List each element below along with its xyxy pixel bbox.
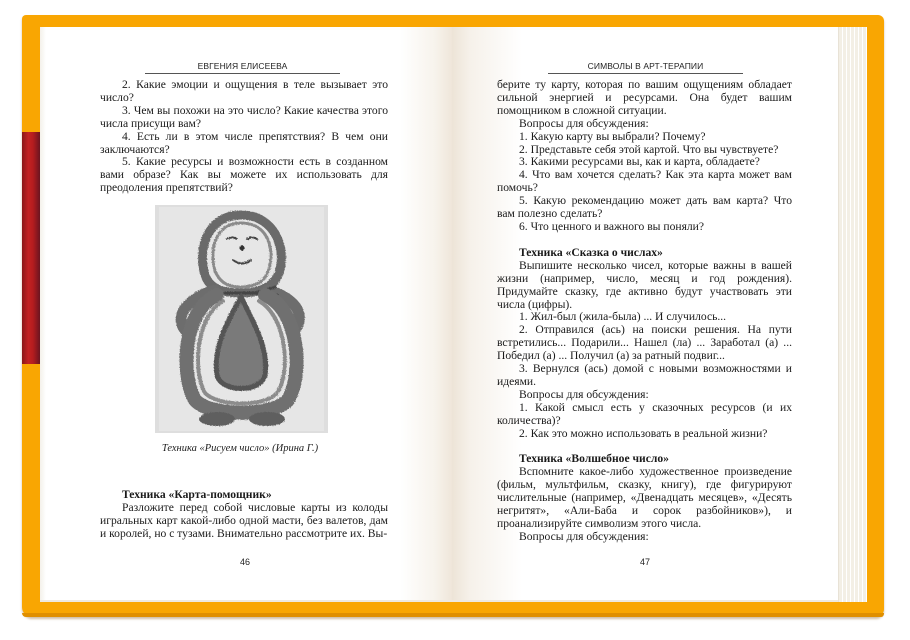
question-item: 2. Как это можно использовать в реальной жизни? [519, 426, 768, 440]
drawing-figure [155, 205, 328, 433]
step-item: 3. Вернулся (ась) домой с новыми возможностями и идеями. [497, 362, 792, 388]
page-number-left: 46 [239, 557, 250, 567]
paragraph: 3. Чем вы похожи на это число? Какие качества этого числа присущи вам? [100, 103, 388, 130]
question-item: 5. Какую рекомендацию может дать вам карта? Что вам полезно сделать? [497, 194, 792, 221]
hooded-figure-drawing [155, 205, 328, 433]
paragraph: Вспомните какое-либо художественное произведение (фильм, мультфильм, сказку, книгу), где фигурируют числительные (например, «Двенадцать месяцев», «Десять негритят», «Али-Баба и сорок разбойников»), и проанализируйте символизм этого числа. [497, 465, 792, 530]
section-heading: Техника «Волшебное число» [519, 452, 669, 466]
question-item: 1. Какой смысл есть у сказочных ресурсов (и их количества)? [497, 400, 792, 427]
bookmark-ribbon [22, 132, 40, 364]
left-top-text [100, 79, 388, 195]
paragraph: Разложите перед собой числовые карты из колоды игральных карт какой-либо одной масти, без валетов, дам и королей, но с тузами. Внимательно рассмотрите их. Вы- [100, 500, 388, 540]
left-bottom-text [100, 489, 388, 541]
step-item: 2. Отправился (ась) на поиски решения. На пути встретились... Подарили... Нашел (ла) ... Заработал (а) ... Победил (а) ... Получил (а) за ратный подвиг... [497, 323, 792, 363]
paragraph: 5. Какие ресурсы и возможности есть в созданном вами образе? Как вы можете их использовать для преодоления препятствий? [100, 155, 388, 195]
paragraph: 4. Есть ли в этом числе препятствия? В чем они заключаются? [100, 129, 388, 156]
section-heading: Техника «Сказка о числах» [519, 245, 663, 259]
paragraph: берите ту карту, которая по вашим ощущениям обладает сильной энергией и ресурсами. Она будет вашим помощником в сложной ситуации. [497, 78, 792, 117]
questions-label: Вопросы для обсуждения: [519, 387, 649, 401]
section-heading: Техника «Карта-помощник» [122, 488, 272, 501]
question-item: 6. Что ценного и важного вы поняли? [519, 219, 705, 233]
question-item: 3. Какими ресурсами вы, как и карта, обладаете? [519, 155, 760, 169]
question-item: 1. Какую карту вы выбрали? Почему? [519, 129, 706, 143]
questions-label: Вопросы для обсуждения: [519, 529, 649, 543]
page-bottom-edge [40, 600, 838, 602]
running-head-left: ЕВГЕНИЯ ЕЛИСЕЕВА [145, 61, 340, 74]
paragraph: 2. Какие эмоции и ощущения в теле вызывает это число? [100, 78, 388, 104]
page-number-right: 47 [639, 557, 650, 567]
figure-caption: Техника «Рисуем число» (Ирина Г.) [161, 443, 319, 454]
question-item: 4. Что вам хочется сделать? Как эта карта может вам помочь? [497, 168, 792, 195]
running-head-right: СИМВОЛЫ В АРТ-ТЕРАПИИ [548, 61, 743, 74]
right-text [497, 79, 792, 544]
step-item: 1. Жил-был (жила-была) ... И случилось... [519, 310, 727, 324]
page-edges [838, 27, 867, 602]
questions-label: Вопросы для обсуждения: [519, 116, 649, 130]
question-item: 2. Представьте себя этой картой. Что вы чувствуете? [519, 142, 779, 156]
paragraph: Выпишите несколько чисел, которые важны в вашей жизни (например, число, месяц и год рождения). Придумайте сказку, где активно будут участвовать эти числа (цифры). [497, 258, 792, 311]
